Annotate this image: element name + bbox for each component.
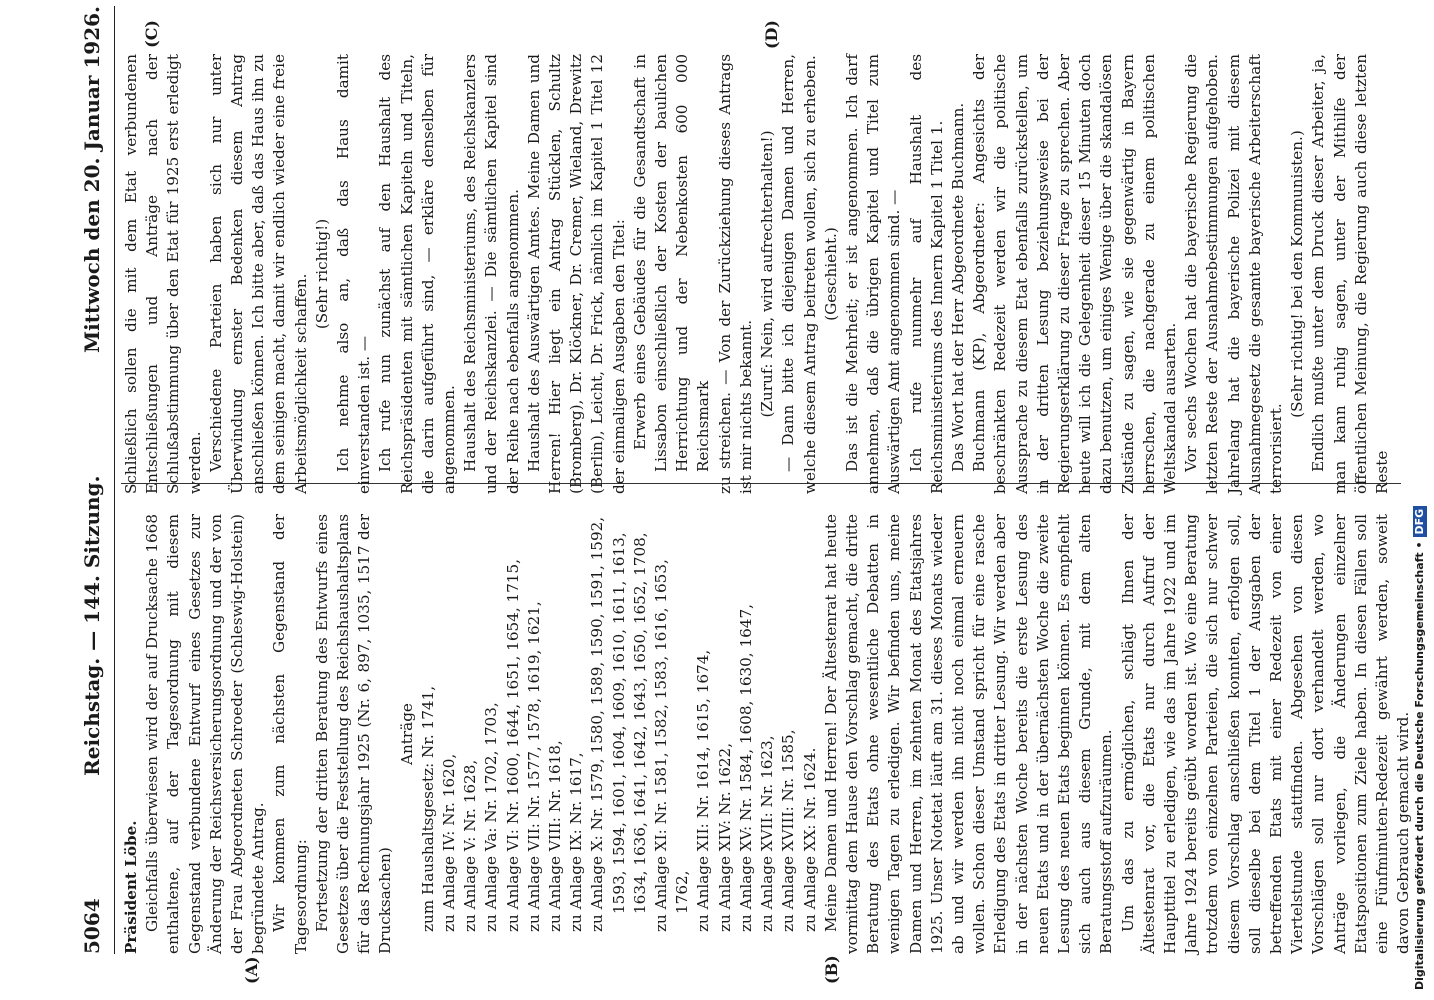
paragraph: Um das zu ermöglichen, schlägt Ihnen der Ältestenrat vor, die Etats nur durch Aufruf der Haupttitel zu erledigen, wie das im Jahre 1922 und im Jahre 1924 bereits geübt worden ist. Wo eine Beratung trotzdem von einzelnen Parteien, die sich nur schwer diesem Vorschlag anschließen konnten, erfolgen soll, soll dieselbe bei dem Titel 1 der Ausgaben der betreffenden Etats mit einer Redezeit von einer Viertelstunde stattfinden. Abgesehen von diesen Vorschlägen soll nur dort verhandelt werden, wo Anträge vorliegen, die Änderungen einzelner Etatspositionen zum Ziele haben. In diesen Fällen soll eine Fünfminuten-Redezeit gewährt werden, soweit davon Gebrauch gemacht wird.: [1118, 514, 1413, 954]
list-item: zu Anlage XX: Nr. 1624.: [800, 747, 819, 932]
list-item: zu Anlage VIII: Nr. 1618,: [546, 740, 565, 932]
text-columns: [115, 6, 1413, 984]
session-date: Mittwoch den 20. Januar 1926.: [80, 6, 104, 354]
antraege-list: [418, 514, 821, 954]
interjection: (Sehr richtig!): [312, 218, 331, 330]
list-item: zu Anlage VII: Nr. 1577, 1578, 1619, 1621,: [524, 601, 543, 932]
rotated-page: [80, 0, 1413, 984]
list-item: zu Anlage XII: Nr. 1614, 1615, 1674,: [694, 649, 713, 932]
list-item: zu Anlage XVIII: Nr. 1585,: [779, 729, 798, 932]
paragraph: — Dann bitte ich diejenigen Damen und Herren, welche diesem Antrag beitreten wollen, sich zu erheben.: [779, 54, 819, 494]
paragraph: Das Wort hat der Herr Abgeordnete Buchmann.: [948, 102, 967, 472]
page-header: [80, 6, 115, 954]
digitization-credit: [1410, 10, 1430, 990]
interjection: (Sehr richtig! bei den Kommunisten.): [1288, 130, 1307, 418]
list-item: zu Anlage XV: Nr. 1584, 1608, 1630, 1647,: [736, 604, 755, 932]
margin-marker-c: (C): [142, 20, 161, 48]
quoted-title: Erwerb eines Gebäudes für die Gesandtschaft in Lissabon einschließlich der Kosten der baulichen Herrichtung und der Nebenkosten 600 000 Reichsmark: [630, 54, 713, 472]
paragraph: Endlich mußte unter dem Druck dieser Arbeiter, ja, man kann ruhig sagen, unter der Mithilfe der öffentlichen Meinung, die Regierung auch diese letzten Reste: [1309, 54, 1391, 494]
paragraph: Buchmann (KP), Abgeordneter: Angesichts der beschränkten Redezeit werden wir die politische Aussprache zu diesem Etat ebenfalls zurückstellen, um in der dritten Lesung beziehungsweise bei der Regierungserklärung zu dieser Frage zu sprechen. Aber heute will ich die Gelegenheit dieser 15 Minuten doch dazu benutzen, um einiges Wenige über die skandalösen Zustände zu sagen, wie sie gegenwärtig in Bayern herrschen, die nachgerade zu einem politischen Weltskandal ausarten.: [970, 54, 1179, 494]
credit-text: Digitalisierung gefördert durch die Deutsche Forschungsgemeinschaft •: [1413, 541, 1426, 990]
paragraph: Ich rufe nun zunächst auf den Haushalt des Reichspräsidenten mit sämtlichen Kapiteln und Titeln, die darin aufgeführt sind, — erkläre denselben für angenommen.: [376, 54, 459, 494]
list-item: zu Anlage IV: Nr. 1620,: [440, 753, 459, 932]
interjection: (Geschieht.): [821, 227, 840, 321]
margin-marker-b: (B): [822, 955, 841, 984]
paragraph: Vor sechs Wochen hat die bayerische Regierung die letzten Reste der Ausnahmebestimmungen aufgehoben. Jahrelang hat die bayerische Polizei mit diesem Ausnahmegesetz die gesamte bayerische Arbeiterschaft terrorisiert.: [1182, 54, 1285, 494]
list-item: zu Anlage V: Nr. 1628,: [461, 759, 480, 932]
paragraph: Meine Damen und Herren! Der Ältestenrat hat heute vormittag dem Hause den Vorschlag gemacht, die dritte Beratung des Etats ohne wesentliche Debatten in wenigen Tagen zu erledigen. Wir befinden uns, meine Damen und Herren, im zehnten Monat des Etatsjahres 1925. Unser Notetat läuft am 31. dieses Monats wieder ab und wir werden ihn nicht noch einmal erneuern wollen. Schon dieser Umstand spricht für eine rasche Erledigung des Etats in dritter Lesung. Wir werden aber in der nächsten Woche bereits die erste Lesung des neuen Etats und in der übernächsten Woche die zweite Lesung des neuen Etats beginnen können. Es empfiehlt sich auch aus diesem Grunde, mit dem alten Beratungsstoff aufzuräumen.: [821, 514, 1116, 954]
paragraph: Fortsetzung der dritten Beratung des Entwurfs eines Gesetzes über die Feststellung des Reichshaushaltsplans für das Rechnungsjahr 1925 (Nr. 6, 897, 1035, 1517 der Drucksachen): [312, 514, 395, 954]
list-item: zum Haushaltsgesetz: Nr. 1741,: [418, 685, 437, 932]
dfg-logo: DFG: [1413, 506, 1427, 538]
list-item: zu Anlage XIV: Nr. 1622,: [715, 742, 734, 932]
list-item: zu Anlage XI: Nr. 1581, 1582, 1583, 1616, 1653, 1762,: [652, 559, 692, 932]
speaker-heading: Präsident Löbe.: [122, 820, 140, 954]
page-number: 5064: [80, 898, 104, 954]
margin-marker-a: (A): [242, 956, 261, 984]
interjection: (Zuruf: Nein, wird aufrechterhalten!): [758, 130, 777, 418]
left-column: [121, 514, 1413, 984]
paragraph: Ich rufe nunmehr auf Haushalt des Reichsministeriums des Innern Kapitel 1 Titel 1.: [906, 54, 946, 494]
session-title: Reichstag. — 144. Sitzung.: [80, 475, 104, 776]
paragraph: Ich nehme also an, daß das Haus damit einverstanden ist. —: [334, 54, 374, 494]
paragraph: Gleichfalls überwiesen wird der auf Drucksache 1668 enthaltene, auf der Tagesordnung mit diesem Gegenstand verbundene Entwurf eines Gesetzes zur Änderung der Reichsversicherungsordnung und der von der Frau Abgeordneten Schroeder (Schleswig-Holstein) begründete Antrag.: [143, 514, 268, 954]
paragraph: Das ist die Mehrheit; er ist angenommen. Ich darf annehmen, daß die übrigen Kapitel und Titel zum Auswärtigen Amt angenommen sind. —: [842, 54, 904, 494]
list-item: zu Anlage X: Nr. 1579, 1580, 1589, 1590, 1591, 1592, 1593, 1594, 1601, 1604, 1609, 1610, 1611, 1613, 1634, 1636, 1641, 1642, 1643, 1650, 1652, 1708,: [588, 516, 649, 932]
margin-marker-d: (D): [762, 20, 781, 50]
list-item: zu Anlage XVII: Nr. 1623,: [758, 735, 777, 932]
paragraph: Verschiedene Parteien haben sich nur unter Überwindung ernster Bedenken diesem Antrag anschließen können. Ich bitte aber, daß das Haus ihn zu dem seinigen macht, damit wir endlich wieder eine freie Arbeitsmöglichkeit schaffen.: [206, 54, 310, 494]
paragraph: zu streichen. — Von der Zurückziehung dieses Antrags ist mir nichts bekannt.: [715, 54, 755, 494]
right-column: [121, 20, 1401, 494]
paragraph: Haushalt des Reichsministeriums, des Reichskanzlers und der Reichskanzlei. — Die sämtlichen Kapitel sind der Reihe nach ebenfalls angenommen.: [461, 54, 522, 494]
antraege-heading: Anträge: [397, 703, 416, 765]
list-item: zu Anlage Va: Nr. 1702, 1703,: [482, 702, 501, 932]
paragraph: Wir kommen zum nächsten Gegenstand der Tagesordnung:: [270, 514, 310, 954]
list-item: zu Anlage VI: Nr. 1600, 1644, 1651, 1654, 1715,: [503, 559, 522, 932]
paragraph: Haushalt des Auswärtigen Amtes. Meine Damen und Herren! Hier liegt ein Antrag Stücklen, Schultz (Bromberg), Dr. Klöckner, Dr. Cremer, Wieland, Drewitz (Berlin), Leicht, Dr. Frick, nämlich im Kapitel 1 Titel 12 der einmaligen Ausgaben den Titel:: [524, 54, 628, 494]
paragraph: Schließlich sollen die mit dem Etat verbundenen Entschließungen und Anträge nach der Schlußabstimmung über den Etat für 1925 erst erledigt werden.: [122, 54, 204, 494]
list-item: zu Anlage IX: Nr. 1617,: [567, 752, 586, 932]
